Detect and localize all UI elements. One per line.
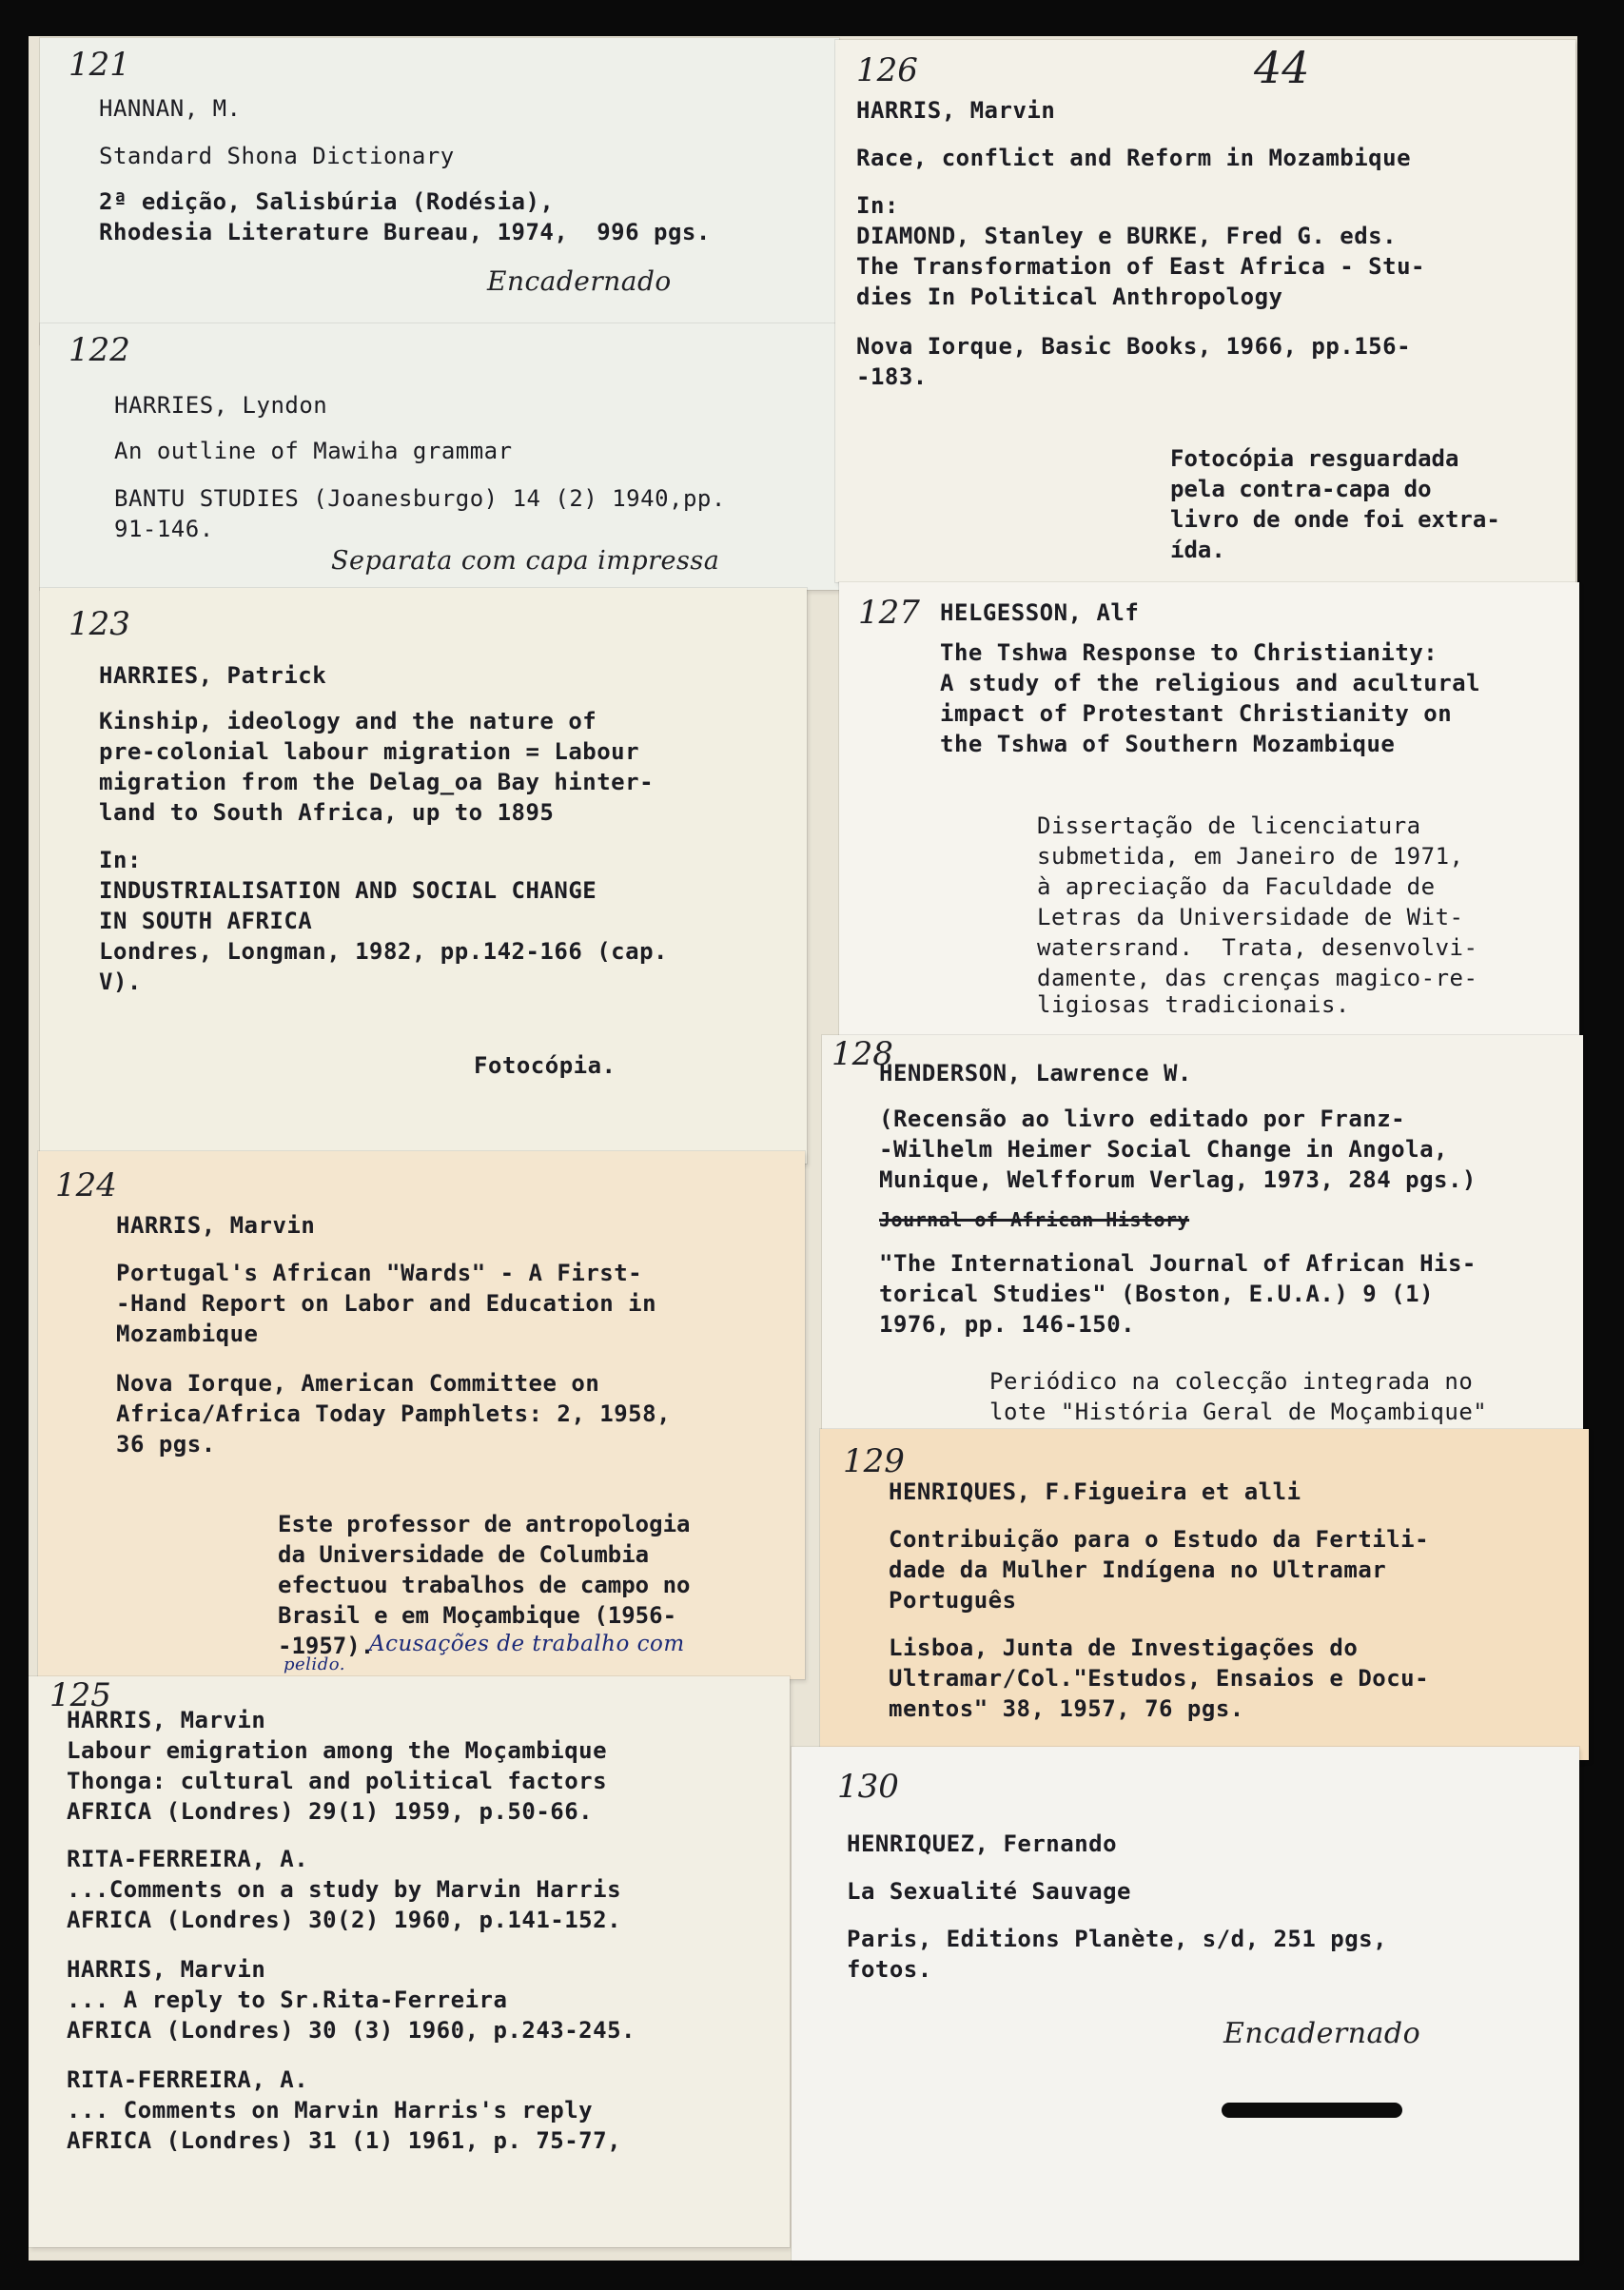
- card-publication-line: 1976, pp. 146-150.: [879, 1311, 1136, 1338]
- card-title-line: Português: [889, 1587, 1017, 1614]
- card-publication-line: Africa/Africa Today Pamphlets: 2, 1958,: [116, 1400, 672, 1427]
- card-note-line: Letras da Universidade de Wit-: [1037, 904, 1464, 930]
- in-line: DIAMOND, Stanley e BURKE, Fred G. eds.: [856, 223, 1398, 249]
- card-title-line: Contribuição para o Estudo da Fertili-: [889, 1526, 1430, 1553]
- card-note: Fotocópia.: [474, 1052, 616, 1079]
- card-publication-line: 2ª edição, Salisbúria (Rodésia),: [99, 188, 555, 215]
- card-publication-line: Lisboa, Junta de Investigações do: [889, 1634, 1359, 1661]
- in-label: In:: [99, 847, 142, 873]
- card-title-line: -Hand Report on Labor and Education in: [116, 1290, 657, 1317]
- card-note-line: Periódico na colecção integrada no: [989, 1368, 1474, 1395]
- card-publication-line: Ultramar/Col."Estudos, Ensaios e Docu-: [889, 1665, 1430, 1692]
- card-line: ... Comments on Marvin Harris's reply: [67, 2097, 594, 2124]
- catalog-card-121: [40, 38, 839, 344]
- card-number: 126: [856, 51, 918, 89]
- card-publication-line: "The International Journal of African His-: [879, 1250, 1477, 1277]
- catalog-card-129: [820, 1429, 1589, 1760]
- card-line: HARRIS, Marvin: [67, 1707, 266, 1733]
- card-title: An outline of Mawiha grammar: [114, 438, 513, 464]
- card-number: 122: [68, 331, 130, 369]
- card-line: RITA-FERREIRA, A.: [67, 1846, 309, 1872]
- card-note-line: damente, das crenças magico-re-: [1037, 965, 1478, 991]
- card-note-line: Dissertação de licenciatura: [1037, 812, 1421, 839]
- card-number: 123: [68, 605, 130, 643]
- card-number: 129: [843, 1442, 905, 1480]
- card-title-line: impact of Protestant Christianity on: [940, 700, 1453, 727]
- card-number: 128: [832, 1035, 893, 1073]
- card-author: HARRIS, Marvin: [116, 1212, 316, 1239]
- catalog-card-124: [38, 1151, 805, 1679]
- card-author: HELGESSON, Alf: [940, 599, 1140, 626]
- card-note-line: submetida, em Janeiro de 1971,: [1037, 843, 1464, 870]
- struck-line: Journal of African History: [879, 1208, 1190, 1231]
- in-label: In:: [856, 192, 899, 219]
- handwritten-note: Separata com capa impressa: [331, 546, 720, 576]
- card-note-line: ligiosas tradicionais.: [1037, 991, 1350, 1018]
- card-publication-line: Londres, Longman, 1982, pp.142-166 (cap.: [99, 938, 668, 965]
- card-publication-line: Rhodesia Literature Bureau, 1974, 996 pgs.: [99, 219, 711, 245]
- catalog-card-123: [40, 588, 807, 1164]
- card-publication-line: Nova Iorque, Basic Books, 1966, pp.156-: [856, 333, 1412, 360]
- handwritten-note: Acusações de trabalho com: [369, 1632, 685, 1656]
- catalog-card-128: [822, 1035, 1583, 1444]
- card-publication-line: mentos" 38, 1957, 76 pgs.: [889, 1695, 1244, 1722]
- card-line: AFRICA (Londres) 30 (3) 1960, p.243-245.: [67, 2017, 636, 2044]
- card-author: HARRIES, Patrick: [99, 662, 327, 689]
- card-line: Thonga: cultural and political factors: [67, 1768, 608, 1794]
- catalog-card-127: [839, 582, 1579, 1037]
- card-note-line: livro de onde foi extra-: [1170, 506, 1500, 533]
- card-title: Race, conflict and Reform in Mozambique: [856, 145, 1412, 171]
- card-publication-line: BANTU STUDIES (Joanesburgo) 14 (2) 1940,pp.: [114, 485, 726, 512]
- card-note-line: efectuou trabalhos de campo no: [278, 1572, 691, 1598]
- in-line: dies In Political Anthropology: [856, 284, 1283, 310]
- card-note-line: ída.: [1170, 537, 1225, 563]
- card-line: ... A reply to Sr.Rita-Ferreira: [67, 1987, 508, 2013]
- card-title-line: Kinship, ideology and the nature of: [99, 708, 597, 734]
- in-title-line: IN SOUTH AFRICA: [99, 908, 313, 934]
- card-title-line: migration from the Delag_oa Bay hinter-: [99, 769, 655, 795]
- card-title-line: pre-colonial labour migration = Labour: [99, 738, 640, 765]
- card-author: HARRIES, Lyndon: [114, 392, 328, 419]
- card-title-line: dade da Mulher Indígena no Ultramar: [889, 1556, 1387, 1583]
- card-note-line: à apreciação da Faculdade de: [1037, 873, 1436, 900]
- card-line: HARRIS, Marvin: [67, 1956, 266, 1983]
- card-publication-line: torical Studies" (Boston, E.U.A.) 9 (1): [879, 1281, 1435, 1307]
- card-author: HANNAN, M.: [99, 95, 242, 122]
- handwritten-note: pelido.: [284, 1654, 345, 1674]
- card-note-line: Fotocópia resguardada: [1170, 445, 1459, 472]
- card-title-line: A study of the religious and acultural: [940, 670, 1481, 696]
- card-number: 125: [49, 1676, 111, 1714]
- handwritten-note: Encadernado: [487, 265, 672, 297]
- card-line: -Wilhelm Heimer Social Change in Angola,: [879, 1136, 1448, 1163]
- card-title-line: Mozambique: [116, 1321, 259, 1347]
- marker-scribble: [1222, 2103, 1402, 2118]
- card-note-line: Este professor de antropologia: [278, 1511, 691, 1537]
- card-publication-line: Paris, Editions Planète, s/d, 251 pgs,: [847, 1926, 1388, 1952]
- card-note-line: watersrand. Trata, desenvolvi-: [1037, 934, 1478, 961]
- card-author: HENRIQUES, F.Figueira et alli: [889, 1478, 1301, 1505]
- catalog-card-125: [29, 1676, 790, 2247]
- card-number: 130: [837, 1768, 899, 1806]
- catalog-card-130: [792, 1747, 1579, 2261]
- card-note-line: lote "História Geral de Moçambique": [989, 1399, 1488, 1425]
- card-note-line: -1957).: [278, 1633, 375, 1659]
- card-line: AFRICA (Londres) 30(2) 1960, p.141-152.: [67, 1907, 622, 1933]
- corner-number: 44: [1254, 42, 1310, 93]
- card-author: HENDERSON, Lawrence W.: [879, 1060, 1192, 1086]
- card-title: Standard Shona Dictionary: [99, 143, 455, 169]
- card-author: HARRIS, Marvin: [856, 97, 1056, 124]
- card-title-line: The Tshwa Response to Christianity:: [940, 639, 1438, 666]
- card-note-line: Brasil e em Moçambique (1956-: [278, 1602, 677, 1629]
- catalog-card-126: [835, 40, 1575, 582]
- card-line: Munique, Welfforum Verlag, 1973, 284 pgs.): [879, 1166, 1477, 1193]
- card-publication-line: V).: [99, 969, 142, 995]
- card-line: AFRICA (Londres) 29(1) 1959, p.50-66.: [67, 1798, 594, 1825]
- card-note-line: da Universidade de Columbia: [278, 1541, 650, 1568]
- card-number: 127: [858, 594, 920, 632]
- card-publication-line: fotos.: [847, 1956, 932, 1983]
- card-publication-line: -183.: [856, 363, 928, 390]
- card-title: La Sexualité Sauvage: [847, 1878, 1131, 1905]
- in-title-line: INDUSTRIALISATION AND SOCIAL CHANGE: [99, 877, 597, 904]
- card-publication-line: Nova Iorque, American Committee on: [116, 1370, 600, 1397]
- card-title-line: the Tshwa of Southern Mozambique: [940, 731, 1396, 757]
- card-line: Labour emigration among the Moçambique: [67, 1737, 608, 1764]
- card-title-line: land to South Africa, up to 1895: [99, 799, 555, 826]
- card-note-line: pela contra-capa do: [1170, 476, 1432, 502]
- card-number: 124: [55, 1166, 117, 1204]
- card-publication-line: 91-146.: [114, 516, 214, 542]
- card-number: 121: [68, 46, 130, 84]
- card-title-line: Portugal's African "Wards" - A First-: [116, 1260, 643, 1286]
- card-line: (Recensão ao livro editado por Franz-: [879, 1106, 1406, 1132]
- handwritten-note: Encadernado: [1223, 2017, 1421, 2050]
- catalog-card-122: [40, 323, 839, 590]
- card-line: AFRICA (Londres) 31 (1) 1961, p. 75-77,: [67, 2127, 622, 2154]
- card-author: HENRIQUEZ, Fernando: [847, 1830, 1118, 1857]
- in-line: The Transformation of East Africa - Stu-: [856, 253, 1425, 280]
- card-publication-line: 36 pgs.: [116, 1431, 216, 1458]
- card-line: ...Comments on a study by Marvin Harris: [67, 1876, 622, 1903]
- card-line: RITA-FERREIRA, A.: [67, 2066, 309, 2093]
